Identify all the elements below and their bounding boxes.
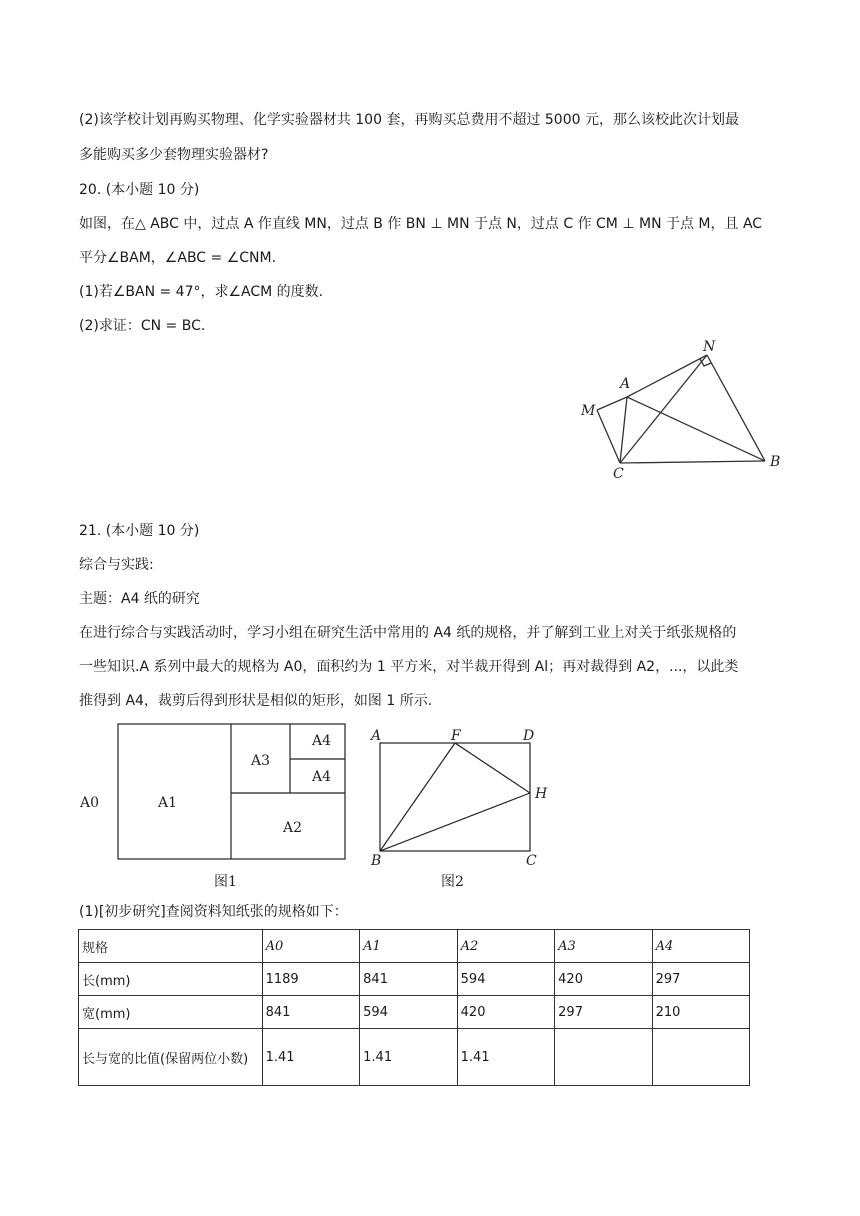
paper-spec-table <box>78 929 750 1086</box>
q21-section: 综合与实践: <box>79 557 154 573</box>
table-cell: 297 <box>652 963 749 996</box>
table-cell: A3 <box>555 930 652 963</box>
q21-part1-intro: (1)[初步研究]查阅资料知纸张的规格如下： <box>79 904 348 920</box>
q20-part2: (2)求证：CN = BC. <box>79 318 206 334</box>
table-row <box>79 963 750 996</box>
q19-part2-line2: 多能购买多少套物理实验器材? <box>79 147 269 163</box>
point-label-d: D <box>523 728 535 744</box>
q21-para-line3: 推得到 A4，裁剪后得到形状是相似的矩形，如图 1 所示. <box>79 693 433 709</box>
point-label-f: F <box>451 728 461 744</box>
table-cell: 1.41 <box>262 1029 360 1086</box>
table-cell: 841 <box>262 996 360 1029</box>
table-cell: 规格 <box>79 930 263 963</box>
label-a2: A2 <box>283 820 303 836</box>
point-label-c: C <box>613 466 624 482</box>
paper-sizes-figure-1 <box>78 718 350 893</box>
table-cell: 594 <box>360 996 458 1029</box>
table-cell: 1.41 <box>360 1029 458 1086</box>
label-a1: A1 <box>158 795 178 811</box>
label-a4-top: A4 <box>312 733 332 749</box>
q20-header: 20. (本小题 10 分) <box>79 182 200 198</box>
point-label-a: A <box>371 728 382 744</box>
q21-para-line1: 在进行综合与实践活动时，学习小组在研究生活中常用的 A4 纸的规格，并了解到工业上对关于纸张规格的 <box>79 625 737 641</box>
table-cell: 297 <box>555 996 652 1029</box>
point-label-a: A <box>620 376 631 392</box>
point-label-n: N <box>703 339 716 355</box>
q19-part2-line1: (2)该学校计划再购买物理、化学实验器材共 100 套，再购买总费用不超过 5000 元，那么该校此次计划最 <box>79 112 739 128</box>
figure-2-caption: 图2 <box>441 874 464 890</box>
table-cell <box>652 1029 749 1086</box>
table-cell: 420 <box>457 996 555 1029</box>
table-cell: 宽(mm) <box>79 996 263 1029</box>
table-row <box>79 1029 750 1086</box>
point-label-c: C <box>526 853 537 869</box>
point-label-m: M <box>581 403 596 419</box>
point-label-b: B <box>770 454 781 470</box>
label-a0: A0 <box>80 795 100 811</box>
point-label-b: B <box>371 853 382 869</box>
table-cell: 210 <box>652 996 749 1029</box>
q20-triangle-figure <box>575 335 790 485</box>
q20-stem-line2: 平分∠BAM，∠ABC = ∠CNM. <box>79 250 277 266</box>
table-cell: 1.41 <box>457 1029 555 1086</box>
q21-header: 21. (本小题 10 分) <box>79 523 200 539</box>
table-cell: 420 <box>555 963 652 996</box>
table-cell: 841 <box>360 963 458 996</box>
label-a3: A3 <box>251 753 271 769</box>
q20-part1: (1)若∠BAN = 47°，求∠ACM 的度数. <box>79 284 324 300</box>
q20-stem-line1: 如图，在△ ABC 中，过点 A 作直线 MN，过点 B 作 BN ⊥ MN 于点 N，过点 C 作 CM ⊥ MN 于点 M，且 AC <box>79 216 763 232</box>
table-cell <box>555 1029 652 1086</box>
figure-1-caption: 图1 <box>214 874 237 890</box>
label-a4-bottom: A4 <box>312 769 332 785</box>
table-cell: 594 <box>457 963 555 996</box>
table-row <box>79 996 750 1029</box>
table-cell: A2 <box>457 930 555 963</box>
q21-para-line2: 一些知识.A 系列中最大的规格为 A0，面积约为 1 平方米，对半裁开得到 Al；再对裁得到 A2，...，以此类 <box>79 659 739 675</box>
table-header-row <box>79 930 750 963</box>
table-cell: A4 <box>652 930 749 963</box>
rectangle-figure-2 <box>365 722 555 893</box>
point-label-h: H <box>535 786 548 802</box>
q21-topic: 主题：A4 纸的研究 <box>79 591 200 607</box>
table-cell: A0 <box>262 930 360 963</box>
table-cell: 1189 <box>262 963 360 996</box>
table-cell: 长与宽的比值(保留两位小数) <box>79 1029 263 1086</box>
table-cell: 长(mm) <box>79 963 263 996</box>
table-cell: A1 <box>360 930 458 963</box>
